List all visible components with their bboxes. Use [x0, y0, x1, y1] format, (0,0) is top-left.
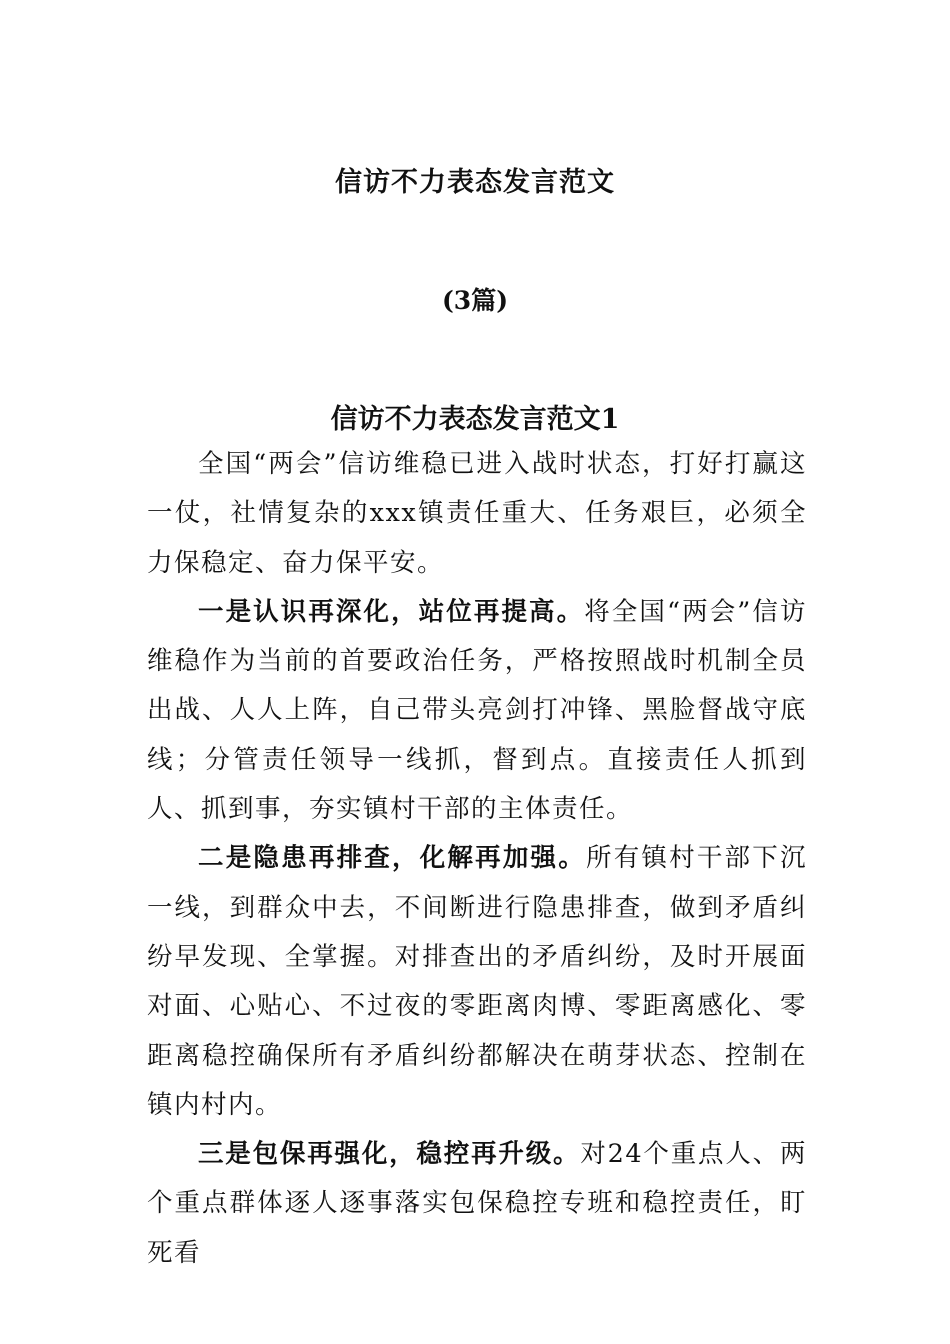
paragraph-lead: 一是认识再深化，站位再提高。: [198, 596, 585, 627]
paragraph: [147, 1130, 807, 1278]
paragraph-text: 对24个重点人、两个重点群体逐人逐事落实包保稳控专班和稳控责任，盯死看: [147, 1139, 807, 1268]
document-count: (3篇): [441, 286, 509, 315]
paragraph-text: 将全国“两会”信访维稳作为当前的首要政治任务，严格按照战时机制全员出战、人人上阵，自己带头亮剑打冲锋、黑脸督战守底线；分管责任领导一线抓，督到点。直接责任人抓到人、抓到事，夯实镇村干部的主体责任。: [147, 596, 807, 825]
document-body: [147, 440, 807, 1278]
paragraph: [147, 440, 807, 588]
document-title: 信访不力表态发言范文: [335, 167, 615, 198]
paragraph: [147, 834, 807, 1130]
paragraph-text: 所有镇村干部下沉一线，到群众中去，不间断进行隐患排查，做到矛盾纠纷早发现、全掌握。对排查出的矛盾纠纷，及时开展面对面、心贴心、不过夜的零距离肉博、零距离感化、零距离稳控确保所有矛盾纠纷都解决在萌芽状态、控制在镇内村内。: [147, 843, 807, 1120]
paragraph-text: 全国“两会”信访维稳已进入战时状态，打好打赢这一仗，社情复杂的xxx镇责任重大、任务艰巨，必须全力保稳定、奋力保平安。: [147, 449, 807, 578]
paragraph-lead: 二是隐患再排查，化解再加强。: [198, 843, 586, 874]
paragraph-lead: 三是包保再强化，稳控再升级。: [198, 1139, 581, 1170]
section-title: 信访不力表态发言范文1: [330, 404, 620, 435]
paragraph: [147, 588, 807, 834]
